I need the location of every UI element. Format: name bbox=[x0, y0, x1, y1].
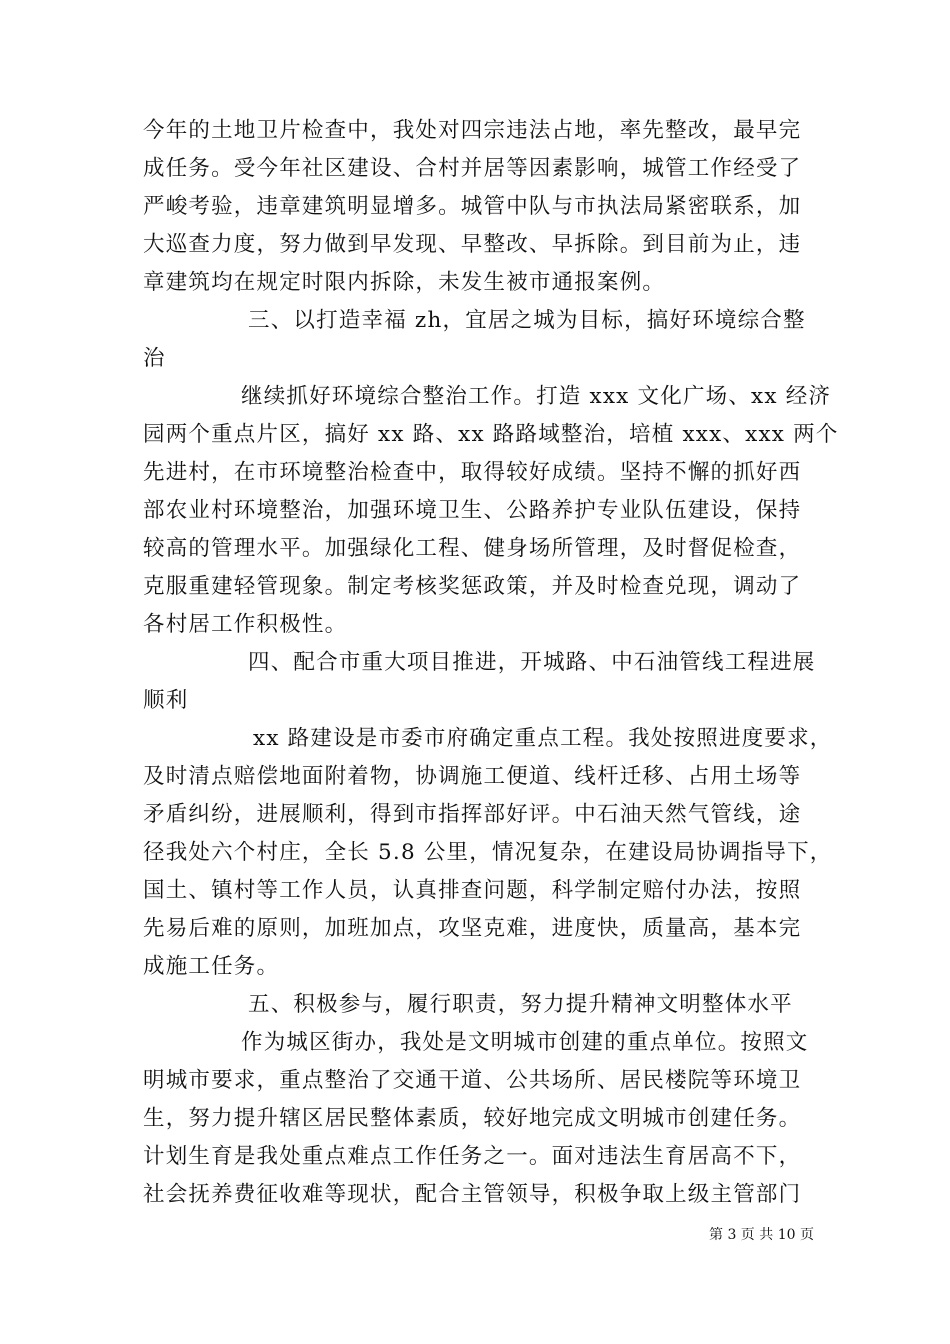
text-line: 较高的管理水平。加强绿化工程、健身场所管理，及时督促检查， bbox=[143, 536, 802, 561]
section-heading-4: 四、配合市重大项目推进，开城路、中石油管线工程进展 bbox=[248, 650, 816, 675]
text-line: 严峻考验，违章建筑明显增多。城管中队与市执法局紧密联系，加 bbox=[143, 194, 802, 219]
page-number-footer: 第 3 页 共 10 页 bbox=[709, 1227, 814, 1243]
text-line: 成任务。受今年社区建设、合村并居等因素影响，城管工作经受了 bbox=[143, 156, 802, 181]
text-line: 先进村，在市环境整治检查中，取得较好成绩。坚持不懈的抓好西 bbox=[143, 460, 802, 485]
text-line: 及时清点赔偿地面附着物，协调施工便道、线杆迁移、占用土场等 bbox=[143, 764, 802, 789]
text-line: 作为城区街办，我处是文明城市创建的重点单位。按照文 bbox=[241, 1030, 809, 1055]
text-line: 社会抚养费征收难等现状，配合主管领导，积极争取上级主管部门 bbox=[143, 1182, 802, 1207]
text-line: 明城市要求，重点整治了交通干道、公共场所、居民楼院等环境卫 bbox=[143, 1068, 802, 1093]
text-line: 矛盾纠纷，进展顺利，得到市指挥部好评。中石油天然气管线，途 bbox=[143, 802, 802, 827]
text-line: 先易后难的原则，加班加点，攻坚克难，进度快，质量高，基本完 bbox=[143, 916, 802, 941]
text-line: 今年的土地卫片检查中，我处对四宗违法占地，率先整改，最早完 bbox=[143, 118, 802, 143]
text-line: 成施工任务。 bbox=[143, 954, 280, 979]
text-line: 径我处六个村庄，全长 5.8 公里，情况复杂，在建设局协调指导下， bbox=[143, 840, 833, 865]
text-line: 继续抓好环境综合整治工作。打造 xxx 文化广场、xx 经济 bbox=[241, 384, 832, 409]
text-line: 国土、镇村等工作人员，认真排查问题，科学制定赔付办法，按照 bbox=[143, 878, 802, 903]
text-line: 计划生育是我处重点难点工作任务之一。面对违法生育居高不下， bbox=[143, 1144, 802, 1169]
text-line: 生，努力提升辖区居民整体素质，较好地完成文明城市创建任务。 bbox=[143, 1106, 802, 1131]
text-line: 大巡查力度，努力做到早发现、早整改、早拆除。到目前为止，违 bbox=[143, 232, 802, 257]
section-heading-4-continued: 顺利 bbox=[143, 688, 189, 713]
text-line: 章建筑均在规定时限内拆除，未发生被市通报案例。 bbox=[143, 270, 666, 295]
section-heading-3: 三、以打造幸福 zh，宜居之城为目标，搞好环境综合整 bbox=[248, 308, 806, 333]
section-heading-5: 五、积极参与，履行职责，努力提升精神文明整体水平 bbox=[248, 992, 793, 1017]
text-line: 克服重建轻管现象。制定考核奖惩政策，并及时检查兑现，调动了 bbox=[143, 574, 802, 599]
text-line: xx 路建设是市委市府确定重点工程。我处按照进度要求， bbox=[253, 726, 833, 751]
section-heading-3-continued: 治 bbox=[143, 346, 166, 371]
text-line: 各村居工作积极性。 bbox=[143, 612, 348, 637]
text-line: 部农业村环境整治，加强环境卫生、公路养护专业队伍建设，保持 bbox=[143, 498, 802, 523]
text-line: 园两个重点片区，搞好 xx 路、xx 路路域整治，培植 xxx、xxx 两个 bbox=[143, 422, 839, 447]
